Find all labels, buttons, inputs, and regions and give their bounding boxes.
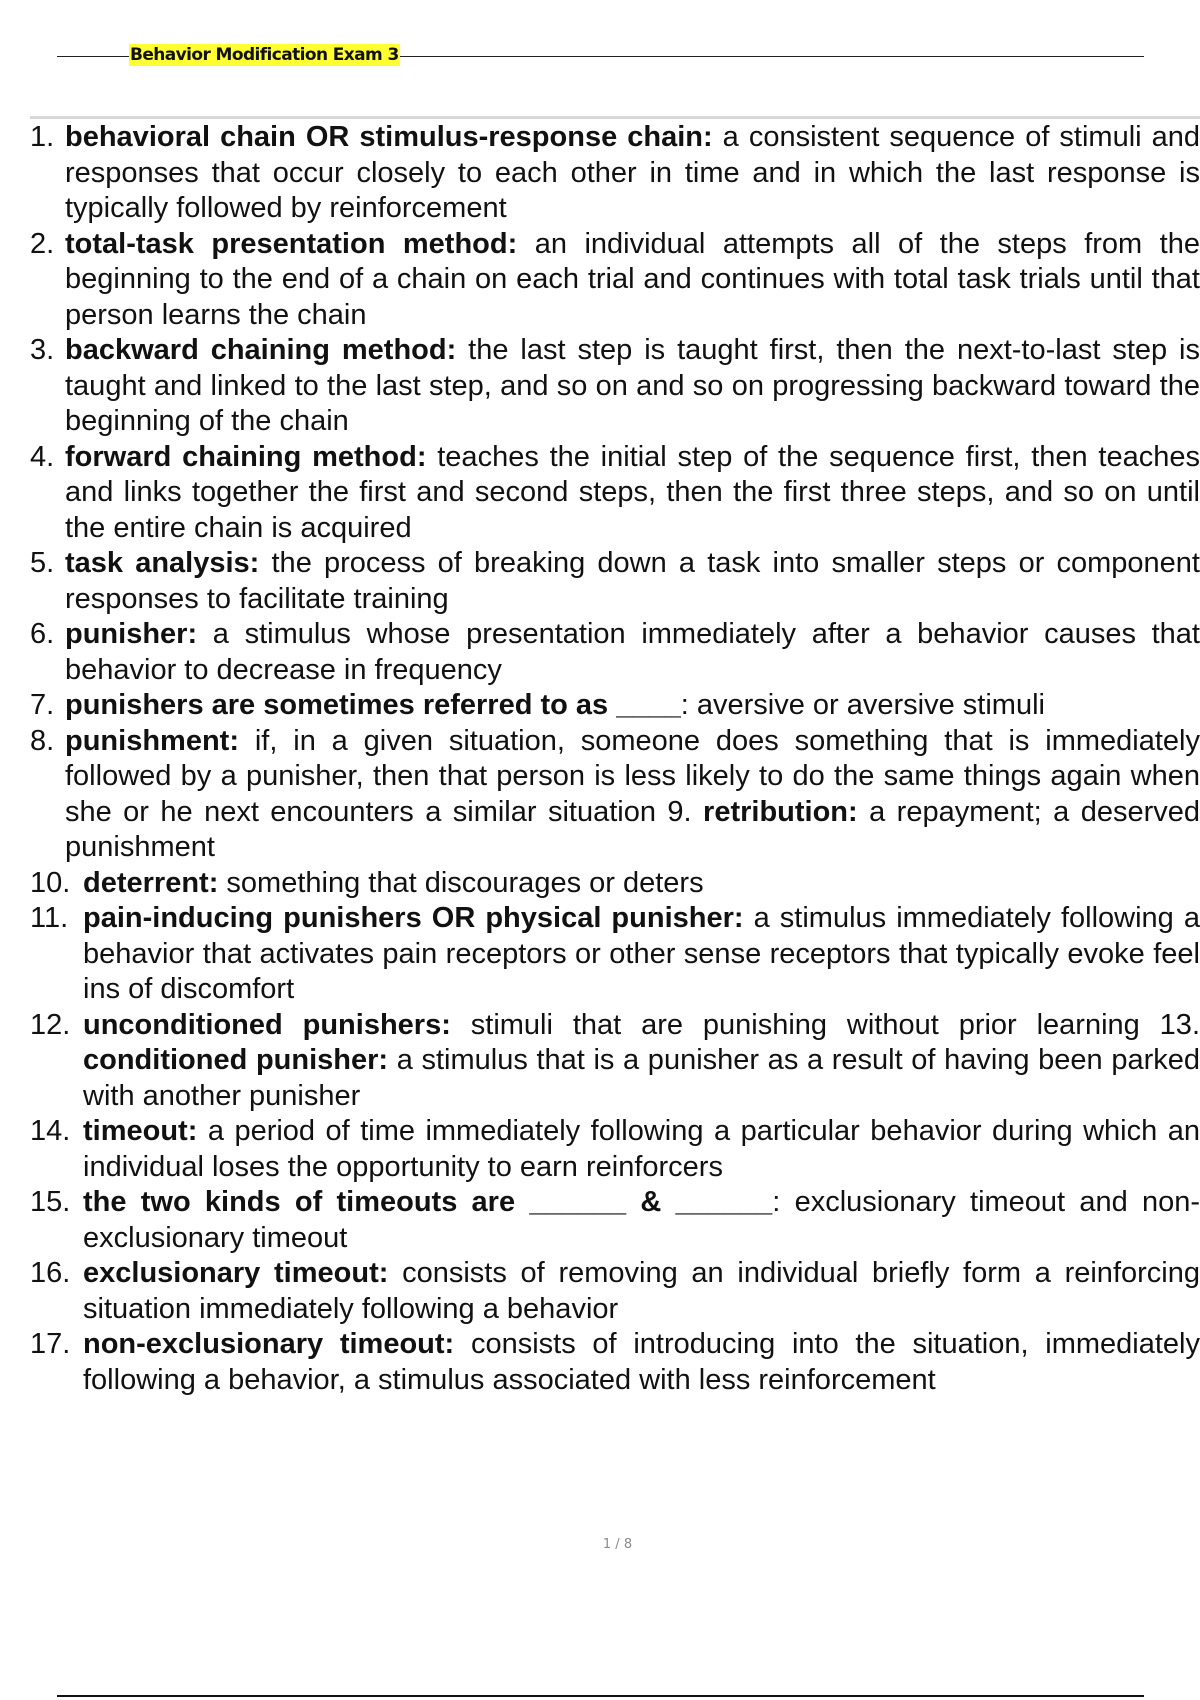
definition-item [30, 333, 1200, 440]
term: deterrent: [83, 866, 219, 899]
item-number: 1. [30, 121, 55, 153]
definition: a stimulus whose presentation immediately after a behavior causes that behavior to decrease in frequency [65, 618, 1200, 686]
definition: : exclusionary timeout and non-exclusionary timeout [83, 1186, 1200, 1254]
term: task analysis: [65, 547, 260, 579]
definition: a period of time immediately following a particular behavior during which an individual loses the opportunity to earn reinforcers [83, 1115, 1200, 1183]
item-number: 11. [30, 902, 69, 934]
definition-item [30, 227, 1200, 334]
item-text [65, 227, 1200, 334]
term: punisher: [65, 618, 198, 650]
definition-item [30, 1114, 1200, 1185]
item-number: 8. [30, 724, 55, 757]
definition-item [30, 866, 1200, 902]
term: forward chaining method: [65, 440, 427, 473]
term: punishment: [65, 724, 239, 757]
item-text [65, 617, 1200, 688]
term: backward chaining method: [65, 334, 457, 366]
term: retribution: [703, 795, 858, 828]
definition: : aversive or aversive stimuli [680, 689, 1045, 721]
item-number: 4. [30, 440, 55, 473]
definition-item [30, 724, 1200, 866]
definition: something that discourages or deters [218, 866, 704, 899]
term: behavioral chain OR stimulus-response chain: [65, 121, 713, 153]
item-number: 10. [30, 866, 71, 899]
item-number: 3. [30, 334, 55, 366]
definition-item [30, 120, 1200, 227]
definition: the last step is taught first, then the next-to-last step is taught and linked to the last step, and so on and so on progressing backward toward the beginning of the chain [65, 334, 1200, 437]
definition-item [30, 1008, 1200, 1115]
term: non-exclusionary timeout: [83, 1328, 455, 1360]
item-text [65, 440, 1200, 547]
item-number: 7. [30, 689, 55, 721]
term: the two kinds of timeouts are ______ & ______ [83, 1186, 773, 1218]
definition-item [30, 617, 1200, 688]
definition: an individual attempts all of the steps from the beginning to the end of a chain on each trial and continues with total task trials until that person learns the chain [65, 227, 1200, 331]
item-text [83, 1327, 1200, 1398]
term: total-task presentation method: [65, 227, 518, 260]
page-header [57, 44, 1144, 68]
term: exclusionary timeout: [83, 1257, 389, 1289]
definition: a stimulus immediately following a behavior that activates pain receptors or other sense receptors that typically evoke feel ins of discomfort [83, 902, 1200, 1005]
item-number: 16. [30, 1257, 71, 1289]
item-text [83, 1008, 1200, 1115]
item-text [65, 333, 1200, 440]
definition-item [30, 1327, 1200, 1398]
item-number: 14. [30, 1115, 71, 1147]
definition: teaches the initial step of the sequence first, then teaches and links together the first and second steps, then the first three steps, and so on until the entire chain is acquired [65, 440, 1200, 544]
item-text [83, 901, 1200, 1008]
document-title: Behavior Modification Exam 3 [130, 45, 399, 65]
definition: a repayment; a deserved punishment [65, 795, 1200, 863]
definition: if, in a given situation, someone does something that is immediately followed by a punisher, then that person is less likely to do the same things again when she or he next encounters a similar situation 9. [65, 724, 1200, 828]
item-text [65, 546, 1200, 617]
definitions-list [30, 120, 1200, 1398]
definition-item [30, 1256, 1200, 1327]
item-number: 12. [30, 1008, 71, 1041]
item-number: 17. [30, 1328, 71, 1360]
definition: consists of removing an individual briefly form a reinforcing situation immediately following a behavior [83, 1257, 1200, 1325]
term: pain-inducing punishers OR physical punisher: [83, 902, 744, 934]
item-text [65, 120, 1200, 227]
definition: the process of breaking down a task into smaller steps or component responses to facilitate training [65, 547, 1200, 615]
definition-item [30, 688, 1200, 724]
definition-item [30, 440, 1200, 547]
item-text [83, 1114, 1200, 1185]
item-text [65, 724, 1200, 866]
item-text [83, 1256, 1200, 1327]
item-number: 15. [30, 1186, 71, 1218]
term: conditioned punisher: [83, 1044, 389, 1076]
definition-item [30, 546, 1200, 617]
definition-item [30, 1185, 1200, 1256]
definition: stimuli that are punishing without prior learning 13. [450, 1008, 1200, 1041]
definition-item [30, 901, 1200, 1008]
item-number: 5. [30, 547, 55, 579]
page-number: 1 / 8 [602, 1537, 633, 1552]
definition: a consistent sequence of stimuli and responses that occur closely to each other in time and in which the last response is typically followed by reinforcement [65, 121, 1200, 224]
item-number: 6. [30, 618, 55, 650]
term: punishers are sometimes referred to as ____ [65, 689, 681, 721]
term: unconditioned punishers: [83, 1008, 451, 1041]
item-text [83, 1185, 1200, 1256]
section-divider [30, 116, 1200, 119]
definition: consists of introducing into the situation, immediately following a behavior, a stimulus associated with less reinforcement [83, 1328, 1200, 1396]
item-text [65, 688, 1200, 724]
item-text [83, 866, 1200, 902]
term: timeout: [83, 1115, 198, 1147]
definition: a stimulus that is a punisher as a result of having been parked with another punisher [83, 1044, 1200, 1112]
item-number: 2. [30, 227, 55, 260]
footer-rule [57, 1695, 1144, 1697]
